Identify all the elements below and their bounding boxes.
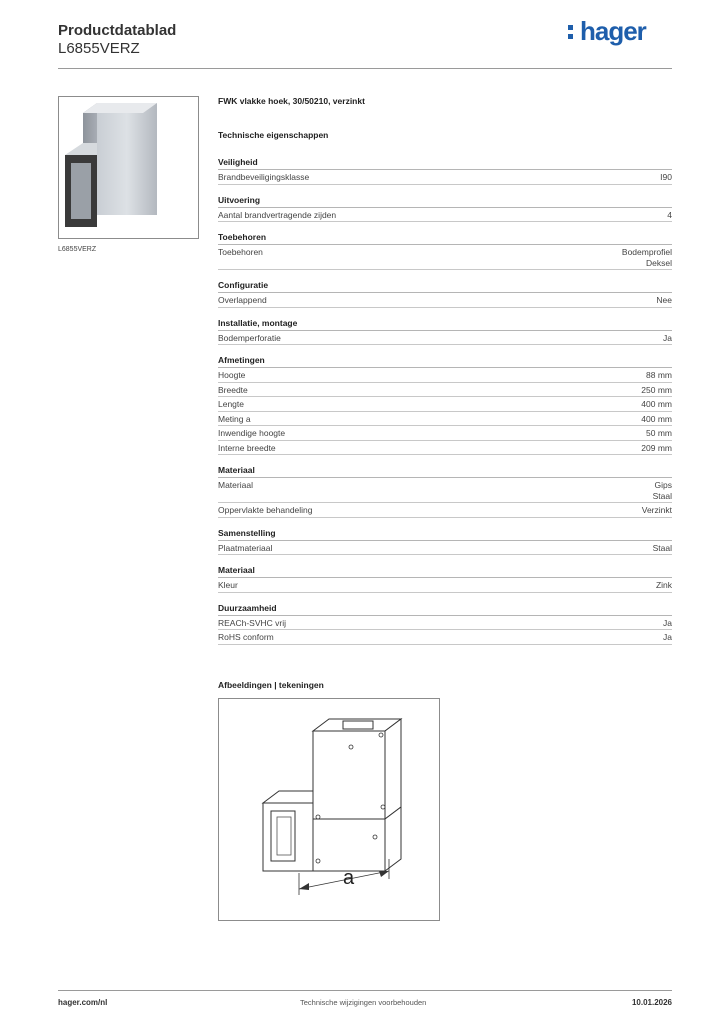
spec-row: [218, 383, 672, 398]
drawings-title: Afbeeldingen | tekeningen: [218, 680, 324, 690]
spec-value: [653, 480, 672, 501]
spec-row: [218, 441, 672, 456]
spec-value: [663, 632, 672, 643]
spec-row: [218, 331, 672, 346]
spec-value-line: Bodemprofiel: [621, 247, 672, 257]
spec-value: [642, 505, 672, 516]
spec-section: [218, 195, 672, 223]
spec-value: [667, 210, 672, 221]
spec-row: [218, 293, 672, 308]
photo-caption: L6855VERZ: [58, 246, 97, 253]
spec-section-title: Toebehoren: [218, 232, 672, 245]
spec-label: Overlappend: [218, 295, 267, 305]
spec-row: [218, 630, 672, 645]
hager-logo: [568, 16, 658, 48]
spec-row: [218, 245, 672, 270]
spec-value: [663, 618, 672, 629]
spec-label: REACh-SVHC vrij: [218, 617, 287, 628]
spec-row: [218, 578, 672, 593]
spec-value-line: 400 mm: [641, 399, 672, 409]
spec-row: [218, 397, 672, 412]
spec-label: Hoogte: [218, 370, 246, 380]
spec-value-line: 50 mm: [646, 428, 672, 438]
spec-value-line: Zink: [655, 580, 672, 590]
technical-drawing-image: [219, 699, 439, 920]
spec-label: Lengte: [218, 399, 244, 409]
spec-section-title: Installatie, montage: [218, 318, 672, 331]
header-divider: [58, 68, 672, 69]
spec-section-title: Materiaal: [218, 565, 672, 578]
spec-value: [653, 543, 672, 554]
spec-section: [218, 465, 672, 518]
spec-value: [646, 370, 672, 381]
spec-value: [656, 580, 672, 591]
spec-section-title: Samenstelling: [218, 528, 672, 541]
spec-value-line: 88 mm: [646, 370, 672, 380]
spec-label: Aantal brandvertragende zijden: [218, 209, 337, 220]
spec-value: [660, 172, 672, 183]
spec-row: [218, 503, 672, 518]
spec-value: [622, 247, 672, 268]
spec-value-line: Verzinkt: [641, 505, 672, 515]
spec-value-line: 209 mm: [641, 442, 672, 453]
spec-value: [641, 399, 672, 410]
spec-label: RoHS conform: [218, 632, 274, 642]
spec-value: [656, 295, 672, 306]
spec-section-title: Duurzaamheid: [218, 603, 672, 616]
spec-label: Breedte: [218, 384, 248, 395]
spec-row: [218, 616, 672, 631]
spec-section: [218, 603, 672, 645]
spec-label: Bodemperforatie: [218, 332, 281, 343]
product-description: FWK vlakke hoek, 30/50210, verzinkt: [218, 96, 365, 106]
spec-value-line: Staal: [652, 490, 672, 501]
spec-label: Brandbeveiligingsklasse: [218, 172, 310, 182]
spec-value-line: 250 mm: [641, 384, 672, 395]
spec-value-line: Nee: [656, 295, 672, 305]
spec-label: Materiaal: [218, 480, 253, 490]
spec-value-line: 400 mm: [641, 413, 672, 424]
spec-section-title: Uitvoering: [218, 195, 672, 208]
spec-row: [218, 208, 672, 223]
product-photo: [58, 96, 199, 239]
spec-row: [218, 478, 672, 503]
spec-section-title: Afmetingen: [218, 355, 672, 368]
spec-value-line: Staal: [652, 542, 672, 553]
footer-disclaimer: Technische wijzigingen voorbehouden: [300, 998, 427, 1007]
spec-section: [218, 355, 672, 455]
spec-section: [218, 280, 672, 308]
page-title: Productdatablad: [58, 22, 177, 39]
spec-label: Plaatmateriaal: [218, 542, 273, 553]
spec-section: [218, 318, 672, 346]
footer-divider: [58, 990, 672, 991]
tech-properties-title: Technische eigenschappen: [218, 130, 329, 140]
spec-value: [641, 443, 672, 454]
spec-section-title: Veiligheid: [218, 157, 672, 170]
logo-colon-icon: [568, 25, 574, 43]
spec-section-title: Materiaal: [218, 465, 672, 478]
spec-row: [218, 426, 672, 441]
article-number: L6855VERZ: [58, 40, 140, 57]
spec-value-line: Gips: [654, 480, 672, 490]
spec-value: [641, 414, 672, 425]
spec-label: Meting a: [218, 413, 251, 424]
spec-value-line: 4: [667, 209, 672, 220]
spec-section: [218, 528, 672, 556]
spec-value-line: Deksel: [646, 257, 672, 268]
product-photo-image: [59, 97, 198, 238]
spec-table: [218, 157, 672, 655]
spec-label: Oppervlakte behandeling: [218, 505, 313, 515]
spec-row: [218, 541, 672, 556]
spec-row: [218, 368, 672, 383]
spec-value: [641, 385, 672, 396]
dimension-label-a: a: [343, 867, 355, 889]
technical-drawing: [218, 698, 440, 921]
spec-row: [218, 412, 672, 427]
spec-label: Toebehoren: [218, 247, 263, 257]
spec-value-line: Ja: [663, 332, 672, 343]
spec-value: [646, 428, 672, 439]
logo-text: hager: [580, 16, 646, 46]
spec-section: [218, 565, 672, 593]
spec-section-title: Configuratie: [218, 280, 672, 293]
spec-section: [218, 157, 672, 185]
spec-row: [218, 170, 672, 185]
spec-value-line: Ja: [663, 617, 672, 628]
footer-website: hager.com/nl: [58, 998, 108, 1007]
spec-value-line: Ja: [663, 632, 672, 642]
footer-date: 10.01.2026: [631, 998, 672, 1007]
spec-label: Kleur: [218, 580, 238, 590]
spec-value-line: I90: [660, 172, 672, 182]
spec-value: [663, 333, 672, 344]
spec-section: [218, 232, 672, 270]
spec-label: Interne breedte: [218, 442, 276, 453]
spec-label: Inwendige hoogte: [218, 428, 286, 438]
